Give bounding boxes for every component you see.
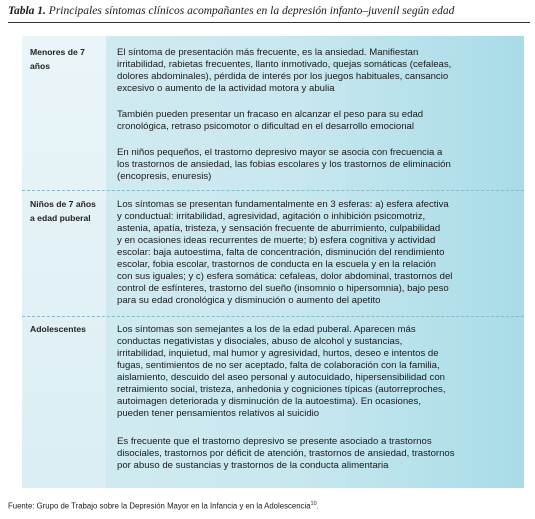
table-caption: Principales síntomas clínicos acompañantes en la depresión infanto–juvenil según edad (48, 5, 455, 17)
text-line: los trastornos de ansiedad, las fobias escolares y los trastornos de eliminación (117, 159, 451, 170)
category-column (22, 36, 106, 488)
text-line: irritabilidad, rabietas frecuentes, llanto inmotivado, quejas somáticas (cefaleas, (117, 59, 452, 70)
table-label: Tabla 1. (8, 5, 46, 17)
category-7-to-puberty: Niños de 7 años a edad puberal (30, 199, 96, 223)
symptoms-paragraph (117, 436, 517, 472)
table-title (8, 5, 528, 17)
text-line: astenia, apatía, tristeza, y sensación frecuente de aburrimiento, culpabilidad (117, 223, 441, 234)
text-line: El síntoma de presentación más frecuente, es la ansiedad. Manifiestan (117, 47, 419, 58)
text-line: Los síntomas se presentan fundamentalmente en 3 esferas: a) esfera afectiva (117, 199, 449, 210)
text-line: (encopresis, enuresis) (117, 171, 212, 182)
symptoms-paragraph (117, 109, 517, 133)
symptoms-paragraph (117, 324, 517, 420)
text-line: fugas, sentimientos de no ser aceptado, falta de colaboración con la familia, (117, 360, 440, 371)
symptoms-paragraph (117, 147, 517, 183)
symptoms-table (22, 36, 524, 488)
row-divider (22, 316, 524, 318)
text-line: cronológica, retraso psicomotor o dificultad en el desarrollo emocional (117, 121, 415, 132)
text-line: y conductual: irritabilidad, agresividad, agitación o inhibición psicomotriz, (117, 211, 426, 222)
text-line: excesivo o aumento de la actividad motora y abulia (117, 83, 335, 94)
text-line: Es frecuente que el trastorno depresivo se presente asociado a trastornos (117, 436, 432, 447)
row-divider (22, 190, 524, 192)
text-line: conductas negativistas y disociales, abuso de alcohol y sustancias, (117, 336, 403, 347)
reference-number: 10 (310, 501, 317, 507)
text-line: con sus iguales; y c) esfera somática: cefaleas, dolor abdominal, trastornos del (117, 271, 453, 282)
category-under-7: Menores de 7 años (30, 47, 85, 71)
category-adolescents: Adolescentes (30, 324, 86, 334)
symptoms-paragraph (117, 199, 517, 307)
text-line: control de esfínteres, trastorno del sueño (insomnio o hipersomnia), bajo peso (117, 283, 449, 294)
text-line: aislamiento, descuido del aseo personal y autocuidado, hipersensibilidad con (117, 372, 446, 383)
symptoms-paragraph (117, 47, 517, 95)
text-line: escolar, fobia escolar, trastornos de conducta en la escuela y en la relación (117, 259, 436, 270)
text-line: autoimagen deteriorada y disminución de la autoestima). En ocasiones, (117, 396, 421, 407)
text-line: dolores abdominales), pérdida de interés por los juegos habituales, cansancio (117, 71, 449, 82)
text-line: En niños pequeños, el trastorno depresivo mayor se asocia con frecuencia a (117, 147, 443, 158)
text-line: y en ocasiones ideas recurrentes de muerte; b) esfera cognitiva y actividad (117, 235, 436, 246)
text-line: irritabilidad, inquietud, mal humor y agresividad, hurtos, deseo e intentos de (117, 348, 439, 359)
text-line: pueden tener pensamientos relativos al suicidio (117, 408, 320, 419)
text-line: por abuso de sustancias y trastornos de la conducta alimentaria (117, 460, 389, 471)
title-divider (8, 22, 530, 23)
text-line: retraimiento social, tristeza, anhedonia y cogniciones típicas (autorreproches, (117, 384, 446, 395)
text-line: Los síntomas son semejantes a los de la edad puberal. Aparecen más (117, 324, 416, 335)
text-line: También pueden presentar un fracaso en alcanzar el peso para su edad (117, 109, 424, 120)
text-line: disociales, trastornos por déficit de atención, trastornos de ansiedad, trastornos (117, 448, 455, 459)
text-line: para su edad cronológica y disminución o aumento del apetito (117, 295, 381, 306)
text-line: escolar: baja autoestima, falta de concentración, disminución del rendimiento (117, 247, 445, 258)
source-footnote: Fuente: Grupo de Trabajo sobre la Depresión Mayor en la Infancia y en la Adolescencia$^{10}$. (8, 501, 319, 511)
